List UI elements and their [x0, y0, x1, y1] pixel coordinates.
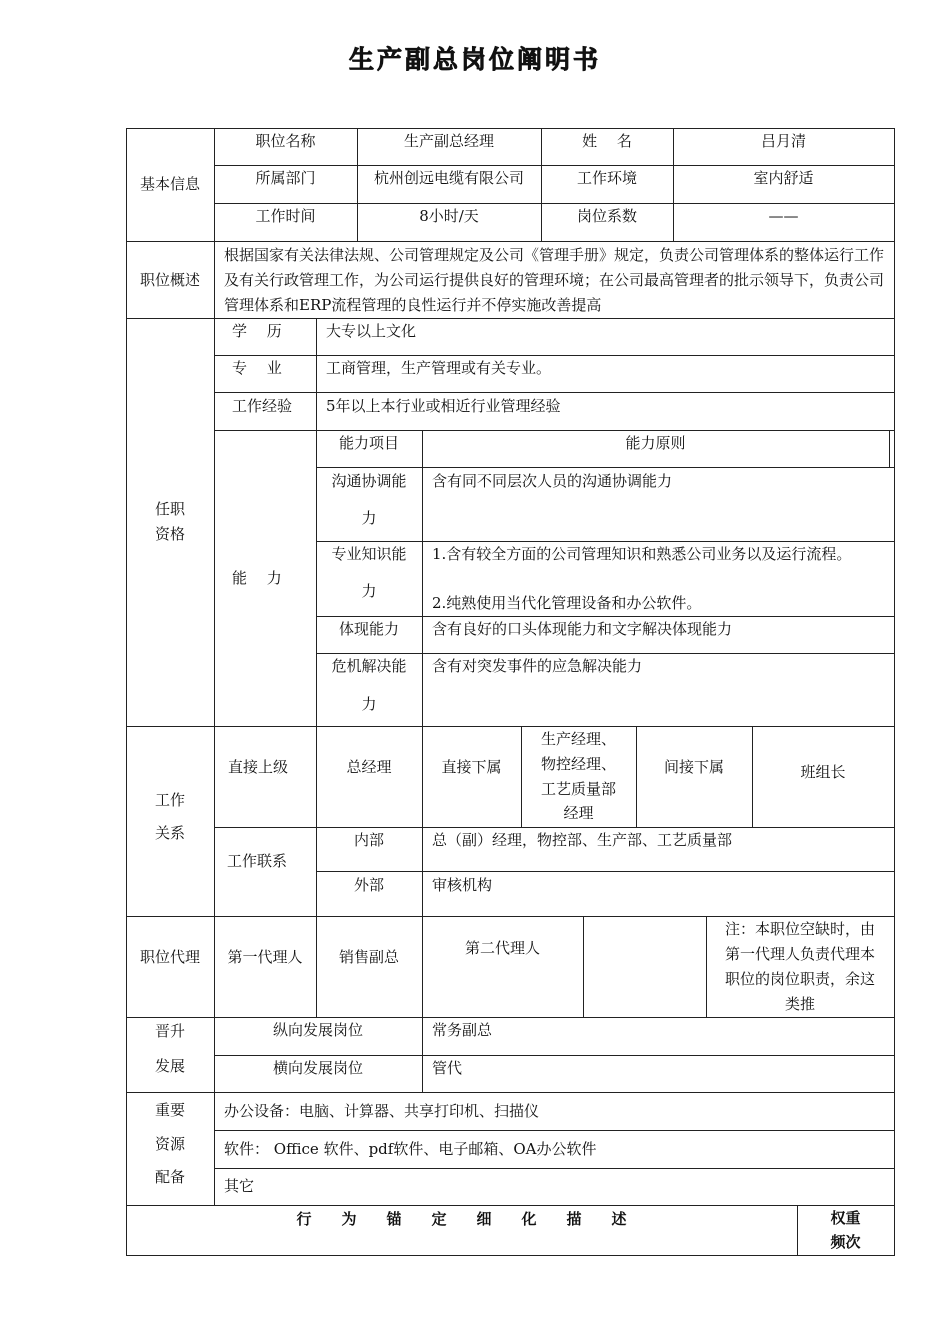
agent-note: 职位的岗位职责，余这 [724, 970, 875, 988]
ability-label: 能 力 [232, 569, 282, 587]
frequency-label: 频次 [830, 1233, 861, 1251]
person-name-value: 吕月清 [760, 132, 806, 150]
subordinate-label: 直接下属 [441, 758, 502, 776]
ability-item: 体现能力 [338, 620, 399, 638]
resources-label-line2: 资源 [154, 1135, 185, 1153]
second-agent-label: 第二代理人 [464, 939, 540, 957]
post-name-label: 职位名称 [255, 132, 316, 150]
education-label: 学 历 [232, 322, 282, 340]
resources-label-line3: 配备 [154, 1168, 185, 1186]
contact-label: 工作联系 [226, 852, 287, 870]
superior-label: 直接上级 [227, 758, 288, 776]
major-value: 工商管理，生产管理或有关专业。 [326, 359, 552, 377]
vertical-development-label: 纵向发展岗位 [272, 1021, 363, 1039]
subordinate-value: 生产经理、 [540, 730, 616, 748]
internal-label: 内部 [353, 831, 384, 849]
vertical-development-value: 常务副总 [432, 1021, 493, 1039]
office-equipment: 办公设备：电脑、计算器、共享打印机、扫描仪 [224, 1102, 540, 1120]
education-value: 大专以上文化 [326, 322, 417, 340]
relations-label-line2: 关系 [154, 824, 185, 842]
person-name-label: 姓 名 [582, 132, 632, 150]
first-agent-label: 第一代理人 [227, 948, 303, 966]
superior-value: 总经理 [346, 758, 392, 776]
ability-item-cont: 力 [361, 509, 377, 527]
ability-item: 危机解决能 [331, 657, 407, 675]
ability-item-cont: 力 [361, 695, 377, 713]
department-value: 杭州创远电缆有限公司 [373, 169, 524, 187]
first-agent-value: 销售副总 [338, 948, 399, 966]
external-label: 外部 [353, 876, 384, 894]
subordinate-value: 经理 [563, 804, 594, 822]
qualification-label-line2: 资格 [154, 525, 185, 543]
agent-label: 职位代理 [139, 948, 200, 966]
agent-note: 第一代理人负责代理本 [724, 945, 875, 963]
software: 软件： Office 软件、pdf软件、电子邮箱、OA办公软件 [224, 1140, 597, 1158]
ability-item: 专业知识能 [331, 545, 407, 563]
department-label: 所属部门 [255, 169, 316, 187]
ability-item: 沟通协调能 [331, 472, 407, 490]
ability-rule: 含有良好的口头体现能力和文字解决体现能力 [432, 620, 733, 638]
qualification-label-line1: 任职 [154, 500, 185, 518]
external-value: 审核机构 [432, 876, 493, 894]
ability-rule-2: 2.纯熟使用当代化管理设备和办公软件。 [432, 594, 702, 612]
work-time-value: 8小时/天 [419, 207, 479, 225]
horizontal-development-value: 管代 [432, 1059, 463, 1077]
weight-label: 权重 [830, 1209, 861, 1227]
internal-value: 总（副）经理，物控部、生产部、工艺质量部 [432, 831, 733, 849]
agent-note: 注：本职位空缺时，由 [724, 920, 875, 938]
relations-label-line1: 工作 [154, 791, 185, 809]
basic-info-label: 基本信息 [139, 175, 200, 193]
ability-rule: 含有对突发事件的应急解决能力 [432, 657, 643, 675]
document-title: 生产副总岗位阐明书 [348, 45, 601, 74]
overview-label: 职位概述 [139, 271, 200, 289]
subordinate-value: 物控经理、 [540, 755, 616, 773]
behavior-header: 行 为 锚 定 细 化 描 述 [296, 1210, 627, 1228]
agent-note: 类推 [784, 995, 815, 1013]
indirect-subordinate-value: 班组长 [800, 763, 846, 781]
promotion-label-line2: 发展 [154, 1057, 185, 1075]
work-time-label: 工作时间 [255, 207, 316, 225]
experience-value: 5年以上本行业或相近行业管理经验 [326, 397, 561, 415]
major-label: 专 业 [232, 359, 282, 377]
other-resources: 其它 [224, 1177, 255, 1195]
work-environment-value: 室内舒适 [753, 169, 814, 187]
ability-rule: 含有同不同层次人员的沟通协调能力 [432, 472, 673, 490]
indirect-subordinate-label: 间接下属 [663, 758, 724, 776]
post-coefficient-label: 岗位系数 [576, 207, 637, 225]
ability-item-cont: 力 [361, 582, 377, 600]
post-name-value: 生产副总经理 [403, 132, 494, 150]
ability-rule: 1.含有较全方面的公司管理知识和熟悉公司业务以及运行流程。 [432, 545, 852, 563]
resources-label-line1: 重要 [154, 1101, 185, 1119]
promotion-label-line1: 晋升 [154, 1022, 185, 1040]
ability-item-header: 能力项目 [338, 434, 399, 452]
ability-rule-header: 能力原则 [625, 434, 686, 452]
horizontal-development-label: 横向发展岗位 [272, 1059, 363, 1077]
post-coefficient-value: —— [768, 207, 799, 225]
subordinate-value: 工艺质量部 [540, 780, 616, 798]
work-environment-label: 工作环境 [576, 169, 637, 187]
overview-text: 根据国家有关法律法规、公司管理规定及公司《管理手册》规定，负责公司管理体系的整体运行工作及有关行政管理工作，为公司运行提供良好的管理环境；在公司最高管理者的批示领导下，负责公司管理体系和ERP流程管理的良性运行并不停实施改善提高 [224, 246, 885, 314]
experience-label: 工作经验 [232, 397, 293, 415]
